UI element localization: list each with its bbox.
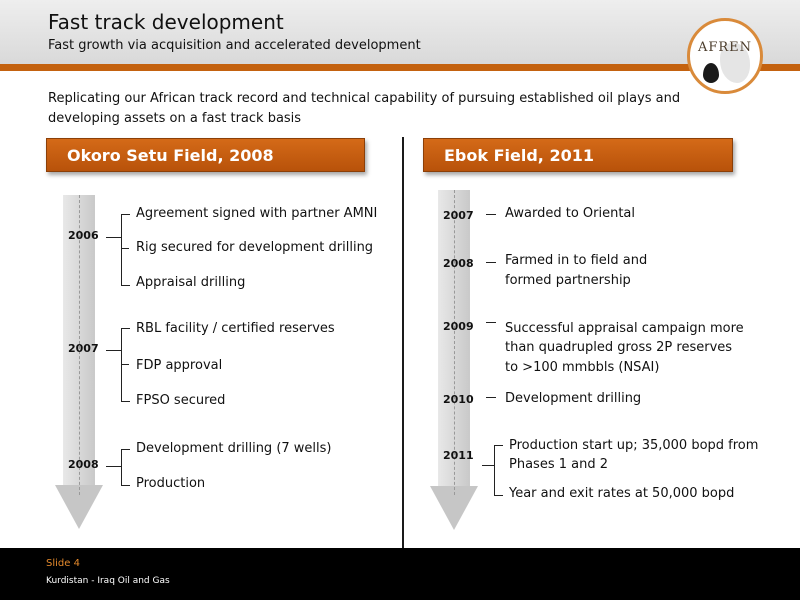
- left-timeline-arrow: [55, 195, 103, 550]
- left-tick-2008-stem: [106, 466, 121, 467]
- left-bracket-2006: [121, 214, 130, 286]
- left-year-2008: 2008: [68, 458, 99, 471]
- slide-number: Slide 4: [46, 558, 80, 569]
- left-event: Appraisal drilling: [136, 275, 246, 290]
- page-title: Fast track development: [48, 10, 284, 34]
- right-event: Development drilling: [505, 391, 642, 406]
- footer-caption: Kurdistan - Iraq Oil and Gas: [46, 576, 170, 586]
- left-tick-2007-stem: [106, 350, 121, 351]
- right-event: Phases 1 and 2: [509, 457, 608, 472]
- right-timeline-arrow: [430, 190, 478, 545]
- intro-text: Replicating our African track record and technical capability of pursuing established oil plays and developing assets on a fast track basis: [48, 91, 681, 126]
- right-year-2010: 2010: [443, 393, 474, 406]
- left-event: FPSO secured: [136, 393, 226, 408]
- right-year-2009: 2009: [443, 320, 474, 333]
- left-tick-2006-mid: [121, 248, 129, 249]
- okoro-setu-banner: Okoro Setu Field, 2008: [46, 138, 365, 172]
- ebok-banner: Ebok Field, 2011: [423, 138, 733, 172]
- right-event: formed partnership: [505, 273, 631, 288]
- right-event: Farmed in to field and: [505, 253, 648, 268]
- header-rule: [0, 64, 800, 71]
- left-event: Production: [136, 476, 206, 491]
- right-tick-2009: [486, 322, 496, 323]
- right-tick-2007: [486, 214, 496, 215]
- right-event: to >100 mmbbls (NSAI): [505, 360, 660, 375]
- right-year-2008: 2008: [443, 257, 474, 270]
- column-divider: [402, 137, 404, 550]
- right-bracket-2011: [494, 445, 503, 496]
- right-event: Successful appraisal campaign more: [505, 321, 744, 336]
- left-event: Agreement signed with partner AMNI: [136, 206, 378, 221]
- left-year-2006: 2006: [68, 229, 99, 242]
- left-event: Rig secured for development drilling: [136, 240, 374, 255]
- right-event: than quadrupled gross 2P reserves: [505, 340, 733, 355]
- left-event: FDP approval: [136, 358, 223, 373]
- right-tick-2008: [486, 262, 496, 263]
- right-tick-2011-stem: [482, 465, 494, 466]
- afren-logo: [687, 18, 763, 94]
- right-year-2007: 2007: [443, 209, 474, 222]
- left-tick-2007-mid: [121, 364, 129, 365]
- left-event: RBL facility / certified reserves: [136, 321, 335, 336]
- left-bracket-2008: [121, 449, 130, 486]
- left-tick-2006-stem: [106, 237, 121, 238]
- oil-drop-icon: [703, 63, 719, 83]
- right-event: Awarded to Oriental: [505, 206, 635, 221]
- left-bracket-2007: [121, 328, 130, 402]
- right-tick-2010: [486, 397, 496, 398]
- logo-text: AFREN: [697, 40, 753, 55]
- right-event: Production start up; 35,000 bopd from: [509, 438, 759, 453]
- left-event: Development drilling (7 wells): [136, 441, 332, 456]
- footer-bar: [0, 548, 800, 600]
- left-year-2007: 2007: [68, 342, 99, 355]
- page-subtitle: Fast growth via acquisition and accelerated development: [48, 38, 421, 53]
- right-event: Year and exit rates at 50,000 bopd: [509, 486, 735, 501]
- right-year-2011: 2011: [443, 449, 474, 462]
